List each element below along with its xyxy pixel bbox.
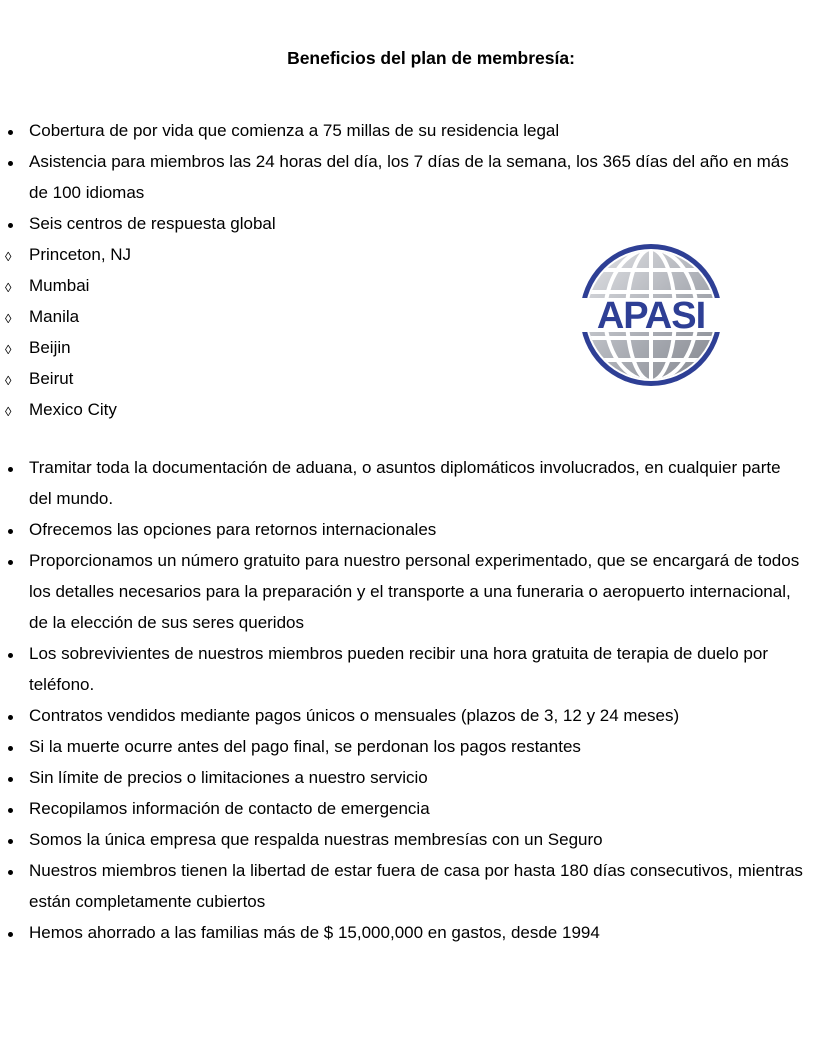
list-item-text: Proporcionamos un número gratuito para nuestro personal experimentado, que se encargará de todos los detalles necesarios para la preparación y el transporte a una funeraria o aeropuerto internacional, de la elección de sus seres queridos	[29, 551, 800, 632]
list-item-text: Manila	[29, 307, 80, 326]
list-item	[0, 208, 804, 239]
list-item-text: Seis centros de respuesta global	[29, 214, 276, 233]
list-item	[0, 146, 804, 208]
list-item-text: Somos la única empresa que respalda nuestras membresías con un Seguro	[29, 830, 603, 849]
list-item	[0, 855, 804, 917]
page-title: Beneficios del plan de membresía:	[287, 48, 575, 68]
benefits-list-secondary	[0, 452, 804, 948]
list-item-text: Sin límite de precios o limitaciones a nuestro servicio	[29, 768, 428, 787]
list-item-text: Hemos ahorrado a las familias más de $ 15,000,000 en gastos, desde 1994	[29, 923, 600, 942]
list-item	[0, 394, 804, 425]
list-item	[0, 824, 804, 855]
list-item	[0, 700, 804, 731]
apasi-globe-logo-icon	[568, 242, 734, 388]
list-item-text: Los sobrevivientes de nuestros miembros pueden recibir una hora gratuita de terapia de duelo por teléfono.	[29, 644, 769, 694]
list-item-text: Ofrecemos las opciones para retornos internacionales	[29, 520, 437, 539]
list-item-text: Recopilamos información de contacto de emergencia	[29, 799, 430, 818]
list-item-text: Mumbai	[29, 276, 90, 295]
list-item-text: Si la muerte ocurre antes del pago final, se perdonan los pagos restantes	[29, 737, 581, 756]
logo-text: APASI	[596, 295, 706, 337]
list-item	[0, 793, 804, 824]
list-item-text: Princeton, NJ	[29, 245, 132, 264]
list-item-text: Beirut	[29, 369, 74, 388]
list-item	[0, 638, 804, 700]
list-item	[0, 452, 804, 514]
list-item	[0, 917, 804, 948]
list-item-text: Tramitar toda la documentación de aduana, o asuntos diplomáticos involucrados, en cualquier parte del mundo.	[29, 458, 781, 508]
list-item-text: Contratos vendidos mediante pagos únicos o mensuales (plazos de 3, 12 y 24 meses)	[29, 706, 680, 725]
list-item-text: Asistencia para miembros las 24 horas del día, los 7 días de la semana, los 365 días del año en más de 100 idiomas	[29, 152, 789, 202]
list-item-text: Nuestros miembros tienen la libertad de estar fuera de casa por hasta 180 días consecutivos, mientras están completamente cubiertos	[29, 861, 803, 911]
list-item-text: Beijin	[29, 338, 71, 357]
list-item	[0, 762, 804, 793]
list-item	[0, 731, 804, 762]
list-item	[0, 514, 804, 545]
list-item-text: Cobertura de por vida que comienza a 75 millas de su residencia legal	[29, 121, 560, 140]
list-item-text: Mexico City	[29, 400, 117, 419]
list-item	[0, 115, 804, 146]
list-item	[0, 545, 804, 638]
